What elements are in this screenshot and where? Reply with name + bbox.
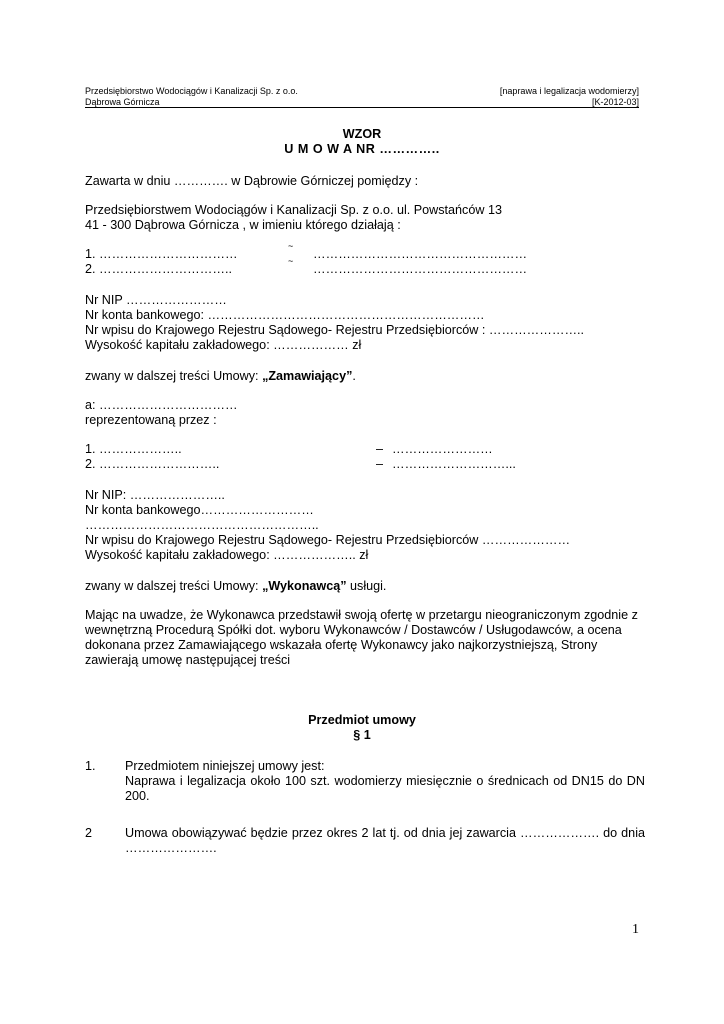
contractor-rep-2-name: 2. ……………………….. [85,457,220,471]
contractor-rep-1-dash: – [376,442,384,456]
contractor-represented-by: reprezentowaną przez : [85,413,217,427]
ordering-alias-suffix: . [352,369,356,383]
contractor-rep-2-dash: – [376,457,384,471]
section-number: § 1 [353,728,371,742]
section-heading: Przedmiot umowy [308,713,416,727]
ordering-share-capital: Wysokość kapitału zakładowego: ……………… zł [85,338,362,352]
item-2-text: Umowa obowiązywać będzie przez okres 2 lat tj. od dnia jej zawarcia ………………. do dnia …………………. [125,826,645,855]
document-title: U M O W A NR ………….. [284,142,440,156]
page-number: 1 [632,922,639,937]
ordering-nip: Nr NIP …………………… [85,293,227,307]
contractor-alias-line [85,579,386,594]
header-subject: [naprawa i legalizacja wodomierzy] [499,86,639,96]
contractor-krs: Nr wpisu do Krajowego Rejestru Sądowego- Rejestru Przedsiębiorców ………………… [85,533,571,547]
contractor-rep-1-role: …………………… [392,442,493,456]
contractor-bank-account: Nr konta bankowego……………………… [85,503,314,517]
ordering-bank-account: Nr konta bankowego: ………………………………………………………… [85,308,485,322]
contractor-nip: Nr NIP: ………………….. [85,488,225,502]
contractor-rep-2-role: ………………………... [392,457,516,471]
header-reference [500,86,639,108]
contractor-rep-1-name: 1. ……………….. [85,442,182,456]
item-2-number: 2 [85,826,93,840]
preamble-paragraph: Mając na uwadze, że Wykonawca przedstawił swoją ofertę w przetargu nieograniczonym zgodnie z wewnętrzną Procedurą Spółki dot. wyboru Wykonawców / Dostawców / Usługodawców, a ocena dokonana przez Zamawiającego wskazała ofertę Wykonawcy jako najkorzystniejszą, Strony zawierają umowę następującej treści [85,608,638,667]
ordering-krs: Nr wpisu do Krajowego Rejestru Sądowego- Rejestru Przedsiębiorców : ………………….. [85,323,585,337]
contractor-share-capital: Wysokość kapitału zakładowego: ……………….. zł [85,548,369,562]
header-company [85,86,298,108]
ordering-party-name: Przedsiębiorstwem Wodociągów i Kanalizacji Sp. z o.o. ul. Powstańców 13 [85,203,502,217]
contract-date-line: Zawarta w dniu …………. w Dąbrowie Górniczej pomiędzy : [85,174,419,188]
ordering-party-address: 41 - 300 Dąbrowa Górnicza , w imieniu którego działają : [85,218,401,232]
item-1-number: 1. [85,759,96,773]
ordering-rep-2-name: 2. ………………………….. [85,262,232,276]
ordering-rep-2-tilde: ~ [288,256,294,266]
ordering-rep-1-name: 1. …………………………… [85,247,238,261]
ordering-alias-name: „Zamawiający” [262,369,353,383]
header-company-city: Dąbrowa Górnicza [85,97,160,107]
item-1-text: Naprawa i legalizacja około 100 szt. wodomierzy miesięcznie o średnicach od DN15 do DN 200. [125,774,645,803]
ordering-rep-2-role: …………………………………………… [313,262,528,276]
header-company-name: Przedsiębiorstwo Wodociągów i Kanalizacji Sp. z o.o. [85,86,298,96]
ordering-rep-1-tilde: ~ [288,241,294,251]
ordering-alias-prefix: zwany w dalszej treści Umowy: [85,369,263,383]
item-1-intro: Przedmiotem niniejszej umowy jest: [125,759,325,773]
ordering-alias-line [85,369,356,384]
header-code: [K-2012-03] [591,97,639,107]
document-template-label: WZOR [342,127,382,141]
header-divider [85,107,639,108]
contractor-alias-prefix: zwany w dalszej treści Umowy: [85,579,263,593]
contractor-alias-name: „Wykonawcą” [262,579,347,593]
ordering-rep-1-role: …………………………………………… [313,247,528,261]
contractor-alias-suffix: usługi. [346,579,387,593]
contractor-bank-account-continued: ……………………………………………….. [85,518,319,532]
contractor-name: a: …………………………… [85,398,238,412]
